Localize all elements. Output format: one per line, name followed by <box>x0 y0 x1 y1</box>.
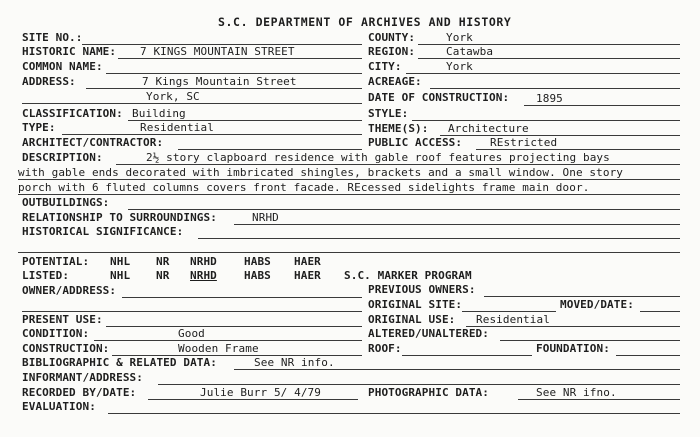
outbuildings-label: OUTBUILDINGS: <box>22 196 110 209</box>
photographic-label: PHOTOGRAPHIC DATA: <box>368 386 490 399</box>
moved-date-line <box>640 311 680 312</box>
style-line <box>412 120 680 121</box>
evaluation-line <box>108 413 680 414</box>
previous-owners-label: PREVIOUS OWNERS: <box>368 283 476 296</box>
owner-address-label: OWNER/ADDRESS: <box>22 284 117 297</box>
description-rule1 <box>116 164 680 165</box>
county-label: COUNTY: <box>368 31 416 44</box>
condition-value: Good <box>178 327 205 340</box>
address-line2-rule <box>22 103 362 104</box>
common-name-label: COMMON NAME: <box>22 60 103 73</box>
city-line <box>406 73 680 74</box>
public-access-label: PUBLIC ACCESS: <box>368 136 463 149</box>
listed-label: LISTED: <box>22 269 70 282</box>
original-use-line <box>466 326 680 327</box>
condition-line <box>94 340 362 341</box>
date-of-construction-label: DATE OF CONSTRUCTION: <box>368 91 510 104</box>
construction-label: CONSTRUCTION: <box>22 342 110 355</box>
present-use-line <box>106 326 362 327</box>
original-site-line <box>462 311 556 312</box>
listed-nhl: NHL <box>110 269 131 282</box>
architect-line <box>178 149 362 150</box>
foundation-line <box>616 355 680 356</box>
construction-value: Wooden Frame <box>178 342 259 355</box>
region-line <box>418 58 680 59</box>
type-value: Residential <box>140 121 214 134</box>
description-line3: porch with 6 fluted columns covers front facade. REcessed sidelights frame main door. <box>18 181 590 194</box>
altered-line <box>500 340 680 341</box>
relationship-line <box>234 224 680 225</box>
condition-label: CONDITION: <box>22 327 90 340</box>
address-label: ADDRESS: <box>22 75 76 88</box>
acreage-line <box>430 88 680 89</box>
relationship-label: RELATIONSHIP TO SURROUNDINGS: <box>22 211 217 224</box>
description-rule2 <box>18 179 680 180</box>
owner-address-line-2 <box>22 311 362 312</box>
region-value: Catawba <box>446 45 494 58</box>
roof-label: ROOF: <box>368 342 402 355</box>
relationship-value: NRHD <box>252 211 279 224</box>
informant-line <box>158 384 680 385</box>
listed-haer: HAER <box>294 269 321 282</box>
city-label: CITY: <box>368 60 402 73</box>
recorded-by-label: RECORDED BY/DATE: <box>22 386 137 399</box>
original-site-label: ORIGINAL SITE: <box>368 298 463 311</box>
type-label: TYPE: <box>22 121 56 134</box>
city-value: York <box>446 60 473 73</box>
altered-label: ALTERED/UNALTERED: <box>368 327 490 340</box>
classification-value: Building <box>132 107 186 120</box>
description-label: DESCRIPTION: <box>22 151 103 164</box>
address-line1-rule <box>86 88 362 89</box>
potential-nr: NR <box>156 255 170 268</box>
recorded-by-value: Julie Burr 5/ 4/79 <box>200 386 322 399</box>
common-name-line <box>106 73 362 74</box>
owner-address-line <box>122 297 362 298</box>
significance-line-2 <box>18 252 680 253</box>
original-use-label: ORIGINAL USE: <box>368 313 456 326</box>
historic-name-line <box>118 58 362 59</box>
present-use-label: PRESENT USE: <box>22 313 103 326</box>
architect-label: ARCHITECT/CONTRACTOR: <box>22 136 164 149</box>
foundation-label: FOUNDATION: <box>536 342 610 355</box>
themes-label: THEME(S): <box>368 122 429 135</box>
evaluation-label: EVALUATION: <box>22 400 96 413</box>
public-access-value: REstricted <box>490 136 558 149</box>
outbuildings-line <box>128 209 680 210</box>
bibliographic-value: See NR info. <box>254 356 335 369</box>
address-line2: York, SC <box>146 90 200 103</box>
form-title: S.C. DEPARTMENT OF ARCHIVES AND HISTORY <box>218 15 512 29</box>
potential-label: POTENTIAL: <box>22 255 90 268</box>
moved-date-label: MOVED/DATE: <box>560 298 634 311</box>
historic-name-value: 7 KINGS MOUNTAIN STREET <box>140 45 295 58</box>
themes-value: Architecture <box>448 122 529 135</box>
site-no-label: SITE NO.: <box>22 31 83 44</box>
public-access-line <box>476 149 680 150</box>
county-value: York <box>446 31 473 44</box>
type-line <box>62 134 362 135</box>
classification-label: CLASSIFICATION: <box>22 107 123 120</box>
listed-nrhd: NRHD <box>190 269 217 282</box>
significance-label: HISTORICAL SIGNIFICANCE: <box>22 225 184 238</box>
description-line2: with gable ends decorated with imbricated shingles, brackets and a small window. One story <box>18 166 624 179</box>
date-of-construction-line <box>524 105 680 106</box>
photographic-value: See NR ifno. <box>536 386 617 399</box>
potential-haer: HAER <box>294 255 321 268</box>
informant-label: INFORMANT/ADDRESS: <box>22 371 144 384</box>
region-label: REGION: <box>368 45 416 58</box>
address-line1: 7 Kings Mountain Street <box>142 75 297 88</box>
marker-program: S.C. MARKER PROGRAM <box>344 269 472 282</box>
potential-habs: HABS <box>244 255 271 268</box>
acreage-label: ACREAGE: <box>368 75 422 88</box>
roof-line <box>402 355 532 356</box>
potential-nrhd: NRHD <box>190 255 217 268</box>
previous-owners-line <box>484 296 680 297</box>
bibliographic-label: BIBLIOGRAPHIC & RELATED DATA: <box>22 356 217 369</box>
potential-nhl: NHL <box>110 255 131 268</box>
description-rule3 <box>18 194 680 195</box>
bibliographic-line <box>234 369 680 370</box>
listed-nr: NR <box>156 269 170 282</box>
original-use-value: Residential <box>476 313 550 326</box>
historic-name-label: HISTORIC NAME: <box>22 45 117 58</box>
recorded-by-line <box>148 399 358 400</box>
date-of-construction-value: 1895 <box>536 92 563 105</box>
style-label: STYLE: <box>368 107 409 120</box>
photographic-line <box>518 399 680 400</box>
description-line1: 2½ story clapboard residence with gable roof features projecting bays <box>146 151 610 164</box>
significance-line <box>198 238 680 239</box>
listed-habs: HABS <box>244 269 271 282</box>
themes-line <box>440 135 680 136</box>
